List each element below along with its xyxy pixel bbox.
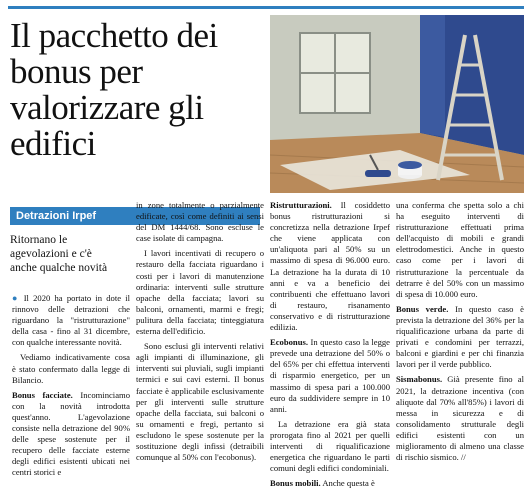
paragraph-lead: Ecobonus.: [270, 337, 308, 348]
paragraph-lead: Sismabonus.: [396, 374, 443, 385]
paragraph-text: Incominciamo con la novità introdotta quest'anno. L'agevolazione consiste nella detrazione del 90% delle spese sostenute per il recupero delle facciate esterne degli edifici esistenti ubicati nei centri storici e: [12, 389, 130, 478]
paragraph-lead: Bonus mobili.: [270, 478, 321, 489]
paragraph: [270, 478, 390, 489]
paragraph: [396, 304, 524, 371]
paragraph-text: Il 2020 ha portato in dote il rinnovo delle detrazioni che riguardano la "ristrutturazione" della casa - fino al 31 dicembre, con qualche interessante novità.: [12, 293, 130, 348]
paragraph: Vediamo indicativamente cosa è stato confermato dalla legge di Bilancio.: [12, 352, 130, 385]
paragraph: I lavori incentivati di recupero o restauro della facciata riguardano i costi per i lavori di manutenzione ordinaria: interventi sulle strutture opache della facciata; lavori su balconi, ornamenti, marmi e fregi; pulitura della facciata; tinteggiatura esterna dell'edificio.: [136, 248, 264, 337]
column-2: [136, 200, 264, 467]
column-4: [396, 200, 524, 467]
bullet-icon: ●: [12, 293, 20, 303]
column-3: [270, 200, 390, 493]
top-rule: [8, 6, 524, 9]
paragraph: La detrazione era già stata prorogata fino al 2021 per quelli interventi di riqualificazione energetica che riguardano le parti comuni degli edifici condominiali.: [270, 418, 390, 474]
paragraph-lead: Ristrutturazioni.: [270, 200, 332, 210]
paragraph: [270, 337, 390, 415]
paragraph-text: Il cosiddetto bonus ristrutturazioni si concretizza nella detrazione Irpef che viene applicata con un'aliquota pari al 50% su un massimo di spesa di 96.000 euro. La detrazione ha la durata di 10 anni e va a beneficio dei contribuenti che effettuano lavori di restauro, risanamento conservativo e di ristrutturazione edilizia.: [270, 200, 390, 333]
section-tag: Detrazioni Irpef: [10, 207, 260, 225]
article-photo: [270, 15, 524, 193]
paragraph: [270, 200, 390, 333]
paragraph: Sono esclusi gli interventi relativi agli impianti di illuminazione, gli interventi sui pluviali, sugli impianti termici e sui cavi esterni. Il bonus facciate è applicabile esclusivamente per gli interventi sulle strutture opache della facciata, sui balconi o su ornamenti e fregi, pertanto si escludono le spese sostenute per la sostituzione degli infissi (detraibili comunque al 50% con l'ecobonus).: [136, 341, 264, 463]
column-1: [12, 293, 130, 483]
paragraph: [396, 374, 524, 463]
room-renovation-illustration: [270, 15, 524, 193]
paragraph-text: In questo caso è prevista la detrazione del 36% per la riqualificazione urbana da parte di privati e condomini per terrazzi, balconi e giardini e per chi finanzia lavori per il verde pubblico.: [396, 303, 524, 370]
paragraph: una conferma che spetta solo a chi ha eseguito interventi di ristrutturazione effettuati prima dell'acquisto di mobili e grandi elettrodomestici. Anche in questo caso come per i lavori di ristrutturazione la percentuale da detrarre è del 50% con un massimo di spesa di 10.000 euro.: [396, 200, 524, 299]
paragraph: in zone totalmente o parzialmente edificate, così come definiti ai sensi del DM 1444/68. Sono escluse le case isolate di campagna.: [136, 200, 264, 244]
subhead: Ritornano le agevolazioni e c'è anche qualche novità: [10, 234, 108, 274]
paragraph-text: In questo caso la legge prevede una detrazione del 50% o del 65% per chi effettua interventi di risparmio energetico, per un massimo di spesa pari a 100.000 euro da suddividere sempre in 10 anni.: [270, 337, 390, 414]
paragraph: [12, 390, 130, 479]
paragraph-text: Anche questa è: [320, 478, 375, 489]
paragraph-lead: Bonus facciate.: [12, 389, 73, 400]
paragraph: [12, 293, 130, 348]
headline: Il pacchetto dei bonus per valorizzare gli edifici: [10, 16, 218, 163]
paragraph-text: Già presente fino al 2021, la detrazione incentiva (con aliquote dal 70% all'85%) i lavori di messa in sicurezza e di consolidamento strutturale degli edifici esistenti con un miglioramento di almeno una classe di rischio sismico. //: [396, 374, 524, 463]
paragraph-lead: Bonus verde.: [396, 303, 449, 314]
